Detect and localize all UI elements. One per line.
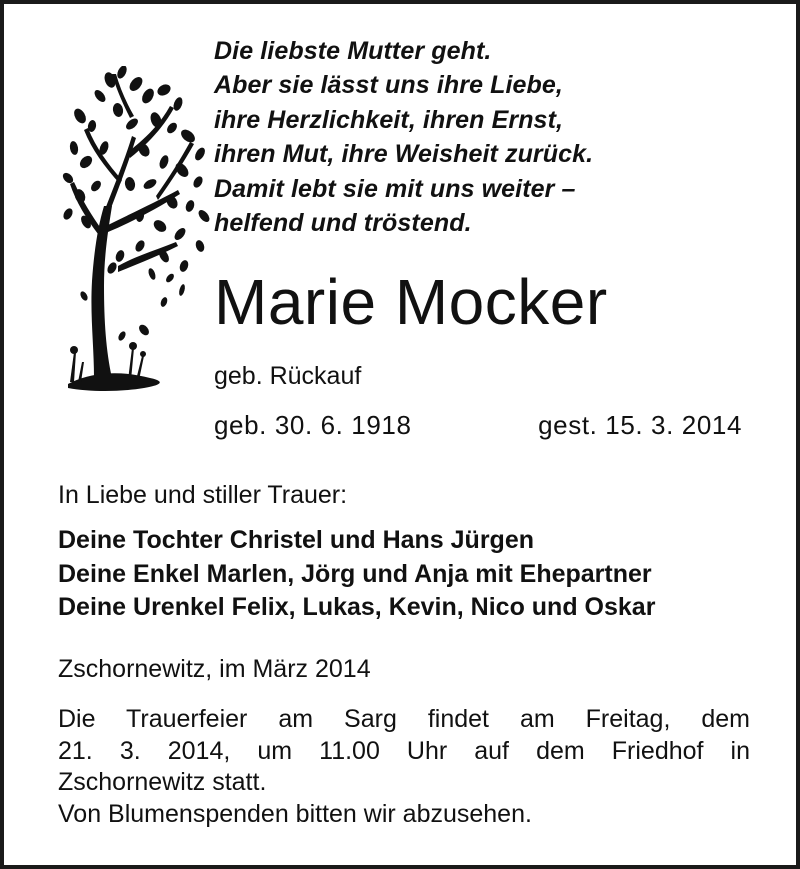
poem-line: Aber sie lässt uns ihre Liebe,: [214, 71, 563, 100]
poem: [214, 34, 774, 240]
notice-line: Zschornewitz statt.: [58, 768, 267, 796]
mourners-list: [58, 524, 758, 625]
mourner-line: Deine Tochter Christel und Hans Jürgen: [58, 526, 535, 554]
mourner-line: Deine Urenkel Felix, Lukas, Kevin, Nico und Oskar: [58, 593, 656, 621]
mourner-line: Deine Enkel Marlen, Jörg und Anja mit Ehepartner: [58, 559, 652, 588]
notice-line: Die Trauerfeier am Sarg findet am Freitag, dem: [58, 705, 750, 733]
poem-line: Damit lebt sie mit uns weiter –: [214, 174, 576, 203]
poem-line: ihren Mut, ihre Weisheit zurück.: [214, 140, 594, 169]
tree-icon: [60, 66, 210, 406]
birth-date: geb. 30. 6. 1918: [214, 410, 412, 440]
notice-line: Von Blumenspenden bitten wir abzusehen.: [58, 799, 532, 828]
maiden-name: geb. Rückauf: [214, 362, 362, 390]
poem-line: ihre Herzlichkeit, ihren Ernst,: [214, 105, 564, 134]
mourning-intro: In Liebe und stiller Trauer:: [58, 481, 348, 509]
leaf-icon: [178, 280, 186, 300]
death-date: gest. 15. 3. 2014: [538, 410, 742, 440]
place-date: Zschornewitz, im März 2014: [58, 655, 371, 683]
notice-line: 21. 3. 2014, um 11.00 Uhr auf dem Friedhof in: [58, 736, 750, 765]
poem-line: helfend und tröstend.: [214, 209, 472, 238]
poem-line: Die liebste Mutter geht.: [214, 37, 492, 65]
deceased-name: Marie Mocker: [214, 266, 608, 338]
funeral-notice: [58, 704, 750, 830]
